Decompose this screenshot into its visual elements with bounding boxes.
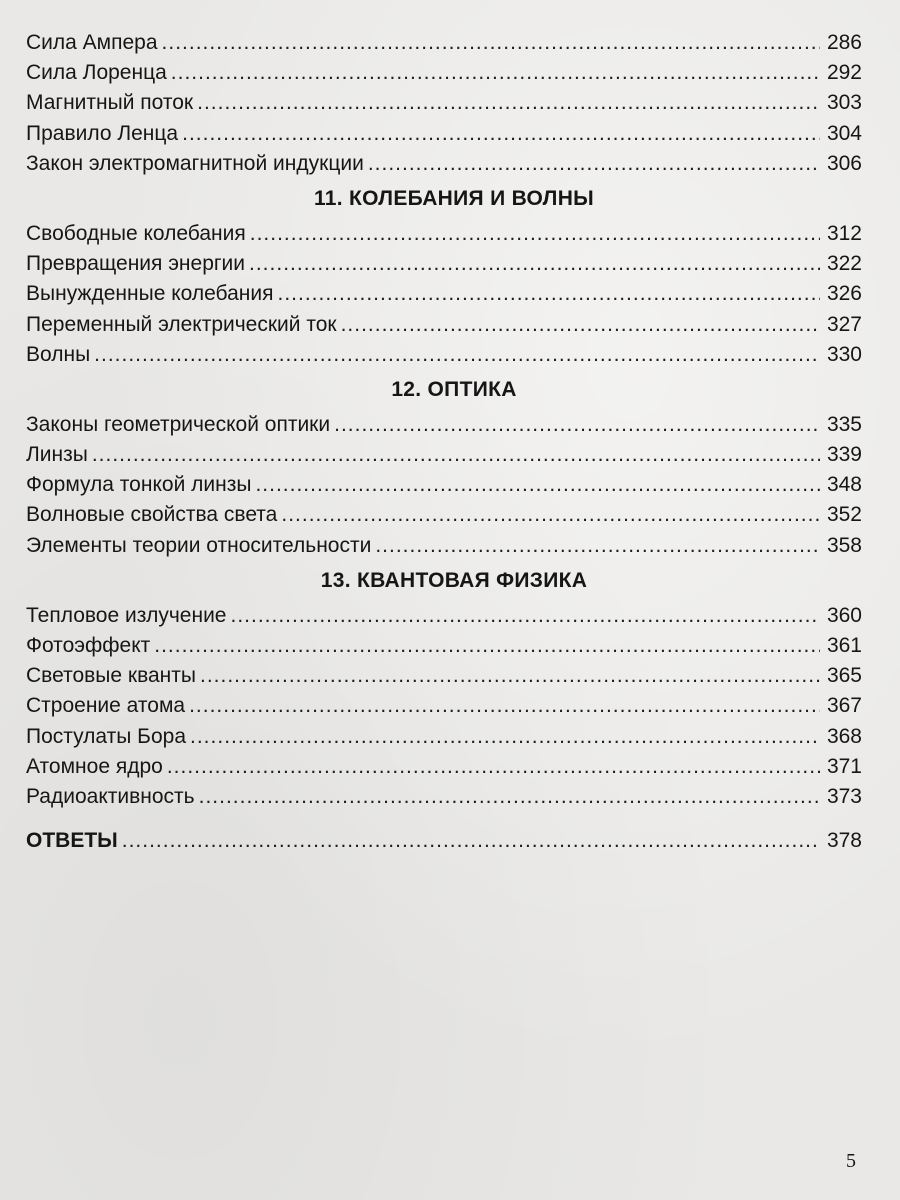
toc-entry-label: Постулаты Бора [26,724,187,748]
toc-entry-page: 327 [826,312,862,336]
dot-leader [255,470,820,500]
toc-entry-page: 292 [826,61,862,85]
toc-entry-lorentz-force [26,58,862,88]
toc-entry-page: 367 [826,694,862,718]
toc-entry-label: Закон электромагнитной индукции [26,151,364,175]
toc-entry-label: Правило Ленца [26,121,179,145]
dot-leader [94,340,820,370]
toc-entry-page: 303 [826,91,862,115]
toc-entry-page: 304 [826,121,862,145]
section-heading-oscillations: 11. КОЛЕБАНИЯ И ВОЛНЫ [313,186,595,210]
toc-entry-label: Вынужденные колебания [26,282,274,306]
toc-entry [26,279,862,309]
toc-entry [26,661,862,691]
toc-entry-magnetic-flux [26,88,862,118]
toc-entry-page: 330 [826,342,862,366]
toc-entry-page: 358 [826,533,862,557]
toc-entry-page: 360 [826,603,862,627]
dot-leader [334,410,820,440]
toc-entry-page: 365 [826,664,862,688]
toc-entry [26,782,862,812]
toc-entry-label: Сила Ампера [26,31,158,54]
dot-leader [167,752,820,782]
toc-entry-label: Фотоэффект [26,634,151,657]
toc-entry-label: Тепловое излучение [26,603,227,627]
toc-entry-em-induction [26,149,862,179]
toc-entry-page: 312 [826,221,862,245]
dot-leader [122,826,820,856]
toc-entry-label: Волновые свойства света [26,503,278,527]
toc-entry-page: 371 [826,754,862,778]
toc-entry [26,410,862,440]
toc-entry [26,440,862,470]
toc-entry-label: Сила Лоренца [26,61,167,85]
dot-leader [162,28,820,58]
toc-entry-label: ОТВЕТЫ [26,829,118,853]
dot-leader [250,219,820,249]
table-of-contents [26,28,862,856]
toc-entry-lenz-rule [26,119,862,149]
dot-leader [154,631,820,661]
dot-leader [199,782,820,812]
toc-entry [26,691,862,721]
toc-entry-label: Радиоактивность [26,784,195,808]
toc-entry-label: Строение атома [26,694,186,718]
toc-entry-page: 322 [826,252,862,276]
toc-entry [26,249,862,279]
toc-entry [26,631,862,661]
toc-entry-label: Превращения энергии [26,252,246,276]
dot-leader [249,249,820,279]
toc-entry-label: Атомное ядро [26,754,163,778]
dot-leader [200,661,820,691]
toc-entry-label: Линзы [26,443,88,467]
toc-entry-label: Световые кванты [26,664,196,688]
dot-leader [281,500,820,530]
toc-entry-label: Свободные колебания [26,221,246,245]
toc-entry [26,722,862,752]
dot-leader [375,531,820,561]
toc-entry-label: Элементы теории относительности [26,533,372,557]
toc-entry [26,601,862,631]
dot-leader [189,691,820,721]
toc-entry-answers [26,826,862,856]
dot-leader [182,119,820,149]
toc-entry-page: 335 [826,412,862,436]
dot-leader [190,722,820,752]
dot-leader [197,88,820,118]
toc-entry [26,470,862,500]
toc-entry-page: 368 [826,724,862,748]
toc-entry-page: 306 [826,151,862,175]
section-heading-quantum-physics: 13. КВАНТОВАЯ ФИЗИКА [320,568,588,592]
toc-entry-label: Законы геометрической оптики [26,412,331,436]
toc-entry [26,340,862,370]
section-heading-optics: 12. ОПТИКА [391,377,517,401]
toc-entry-page: 352 [826,503,862,527]
toc-entry [26,219,862,249]
toc-entry-label: Формула тонкой линзы [26,473,252,497]
toc-entry [26,531,862,561]
toc-entry [26,310,862,340]
toc-entry-page: 361 [826,634,862,657]
dot-leader [92,440,820,470]
toc-entry-page: 378 [826,829,862,853]
toc-entry-label: Переменный электрический ток [26,312,337,336]
dot-leader [171,58,820,88]
toc-entry-label: Волны [26,342,91,366]
page-number: 5 [846,1150,856,1172]
toc-entry-label: Магнитный поток [26,91,194,115]
toc-entry-page: 348 [826,473,862,497]
toc-entry-page: 339 [826,443,862,467]
toc-entry [26,500,862,530]
dot-leader [277,279,820,309]
dot-leader [368,149,820,179]
toc-entry-amper-force [26,28,862,58]
dot-leader [230,601,820,631]
toc-entry-page: 373 [826,784,862,808]
toc-entry-page: 326 [826,282,862,306]
dot-leader [341,310,820,340]
toc-entry [26,752,862,782]
toc-entry-page: 286 [826,31,862,54]
